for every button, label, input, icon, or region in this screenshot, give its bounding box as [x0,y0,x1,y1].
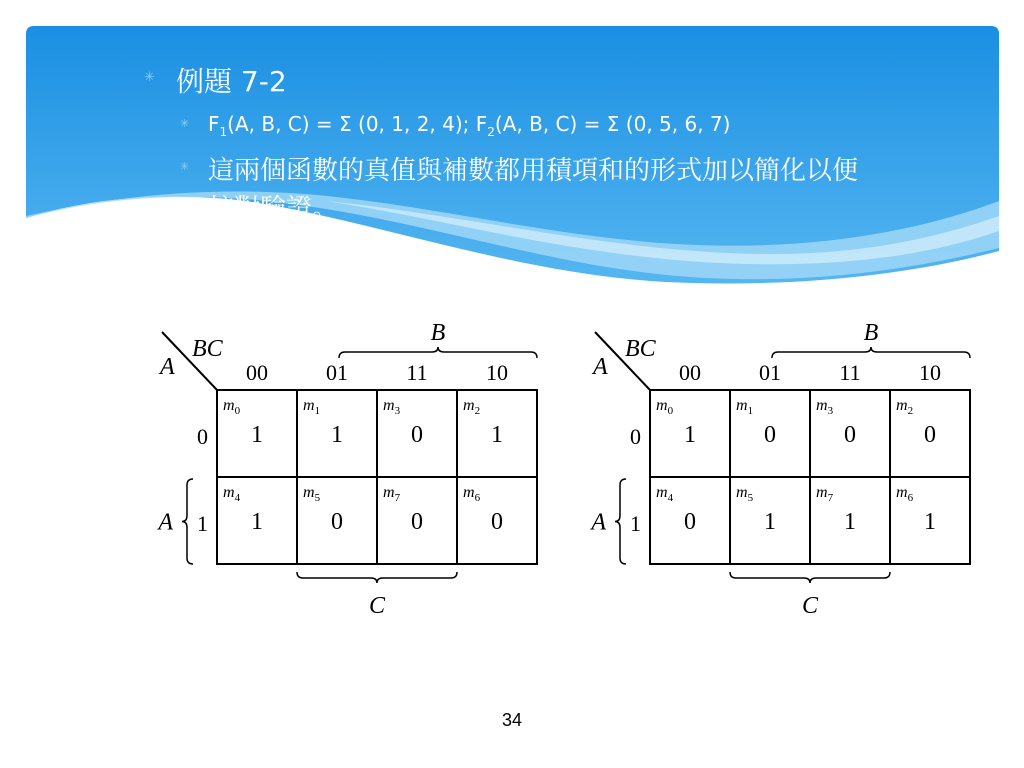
f1-col-header: 11 [406,360,428,385]
f2-minterm-label: $m_5$ [736,484,754,504]
f1-minterm-label: $m_3$ [383,397,401,417]
title-bullet-icon: ✳ [144,70,155,85]
f2-minterm-label: $m_1$ [736,397,754,417]
f2-corner-label-a: A [593,354,608,380]
f1-var-label-a: A [158,509,173,536]
f2-cell-value: 1 [844,509,856,535]
f2-col-header: 11 [839,360,861,385]
f1-definition: (A, B, C) = Σ (0, 1, 2, 4); F [227,112,488,136]
f2-cell-value: 0 [764,422,776,448]
f1-brace-c [297,572,457,583]
f1-row-header: 0 [197,424,208,449]
f1-subscript: 1 [219,125,228,139]
f2-minterm-label: $m_3$ [816,397,834,417]
f2-corner-label-bc: BC [625,336,656,362]
f1-minterm-label: $m_5$ [303,484,321,504]
f2-col-header: 10 [919,360,941,385]
line1-bullet-icon: ✳ [180,117,190,130]
f1-corner-label-a: A [160,354,175,380]
f1-var-label-b: B [430,320,446,346]
f2-var-label-a: A [591,509,606,536]
f2-minterm-label: $m_6$ [896,484,914,504]
f2-minterm-label: $m_0$ [656,397,674,417]
f1-cell-value: 1 [251,422,263,448]
description-line-1: 這兩個函數的真值與補數都用積項和的形式加以簡化以便 [208,156,859,186]
page-number: 34 [501,710,523,730]
f1-var-label-c: C [368,593,386,619]
f2-cell-value: 0 [684,509,696,535]
f1-col-header: 01 [326,360,348,385]
f1-cell-value: 1 [491,422,503,448]
f1-minterm-label: $m_6$ [463,484,481,504]
f2-minterm-label: $m_4$ [656,484,674,504]
f2-minterm-label: $m_2$ [896,397,914,417]
f2-cell-value: 0 [924,422,936,448]
f2-cell-value: 0 [844,422,856,448]
f1-minterm-label: $m_1$ [303,397,321,417]
f1-brace-a [182,479,193,564]
f2-var-label-c: C [801,593,819,619]
f2-subscript: 2 [487,125,495,139]
f2-cell-value: 1 [764,509,776,535]
description-line-2: 核對驗證。 [208,194,339,224]
f1-minterm-label: $m_0$ [223,397,241,417]
f1-col-header: 10 [486,360,508,385]
f1-minterm-label: $m_7$ [383,484,401,504]
f2-brace-b [772,347,970,358]
f2-var-label-b: B [863,320,879,346]
f2-brace-c [730,572,890,583]
f2-minterm-label: $m_7$ [816,484,834,504]
f1-brace-b [339,347,537,358]
f1-cell-value: 0 [411,509,423,535]
slide-title: 例題 7-2 [176,65,287,98]
f1-row-header: 1 [197,511,208,536]
f1-cell-value: 1 [251,509,263,535]
f2-col-header: 01 [759,360,781,385]
f1-name: F [208,112,220,136]
f1-minterm-label: $m_4$ [223,484,241,504]
f2-cell-value: 1 [924,509,936,535]
f1-corner-label-bc: BC [192,336,223,362]
f2-row-header: 1 [630,511,641,536]
f2-definition: (A, B, C) = Σ (0, 5, 6, 7) [494,112,731,136]
f1-col-header: 00 [246,360,268,385]
f2-row-header: 0 [630,424,641,449]
f2-col-header: 00 [679,360,701,385]
f1-cell-value: 0 [491,509,503,535]
f2-cell-value: 1 [684,422,696,448]
f1-minterm-label: $m_2$ [463,397,481,417]
line2-bullet-icon: ✳ [180,160,190,173]
f1-cell-value: 0 [411,422,423,448]
f1-cell-value: 0 [331,509,343,535]
f1-cell-value: 1 [331,422,343,448]
f2-brace-a [615,479,626,564]
